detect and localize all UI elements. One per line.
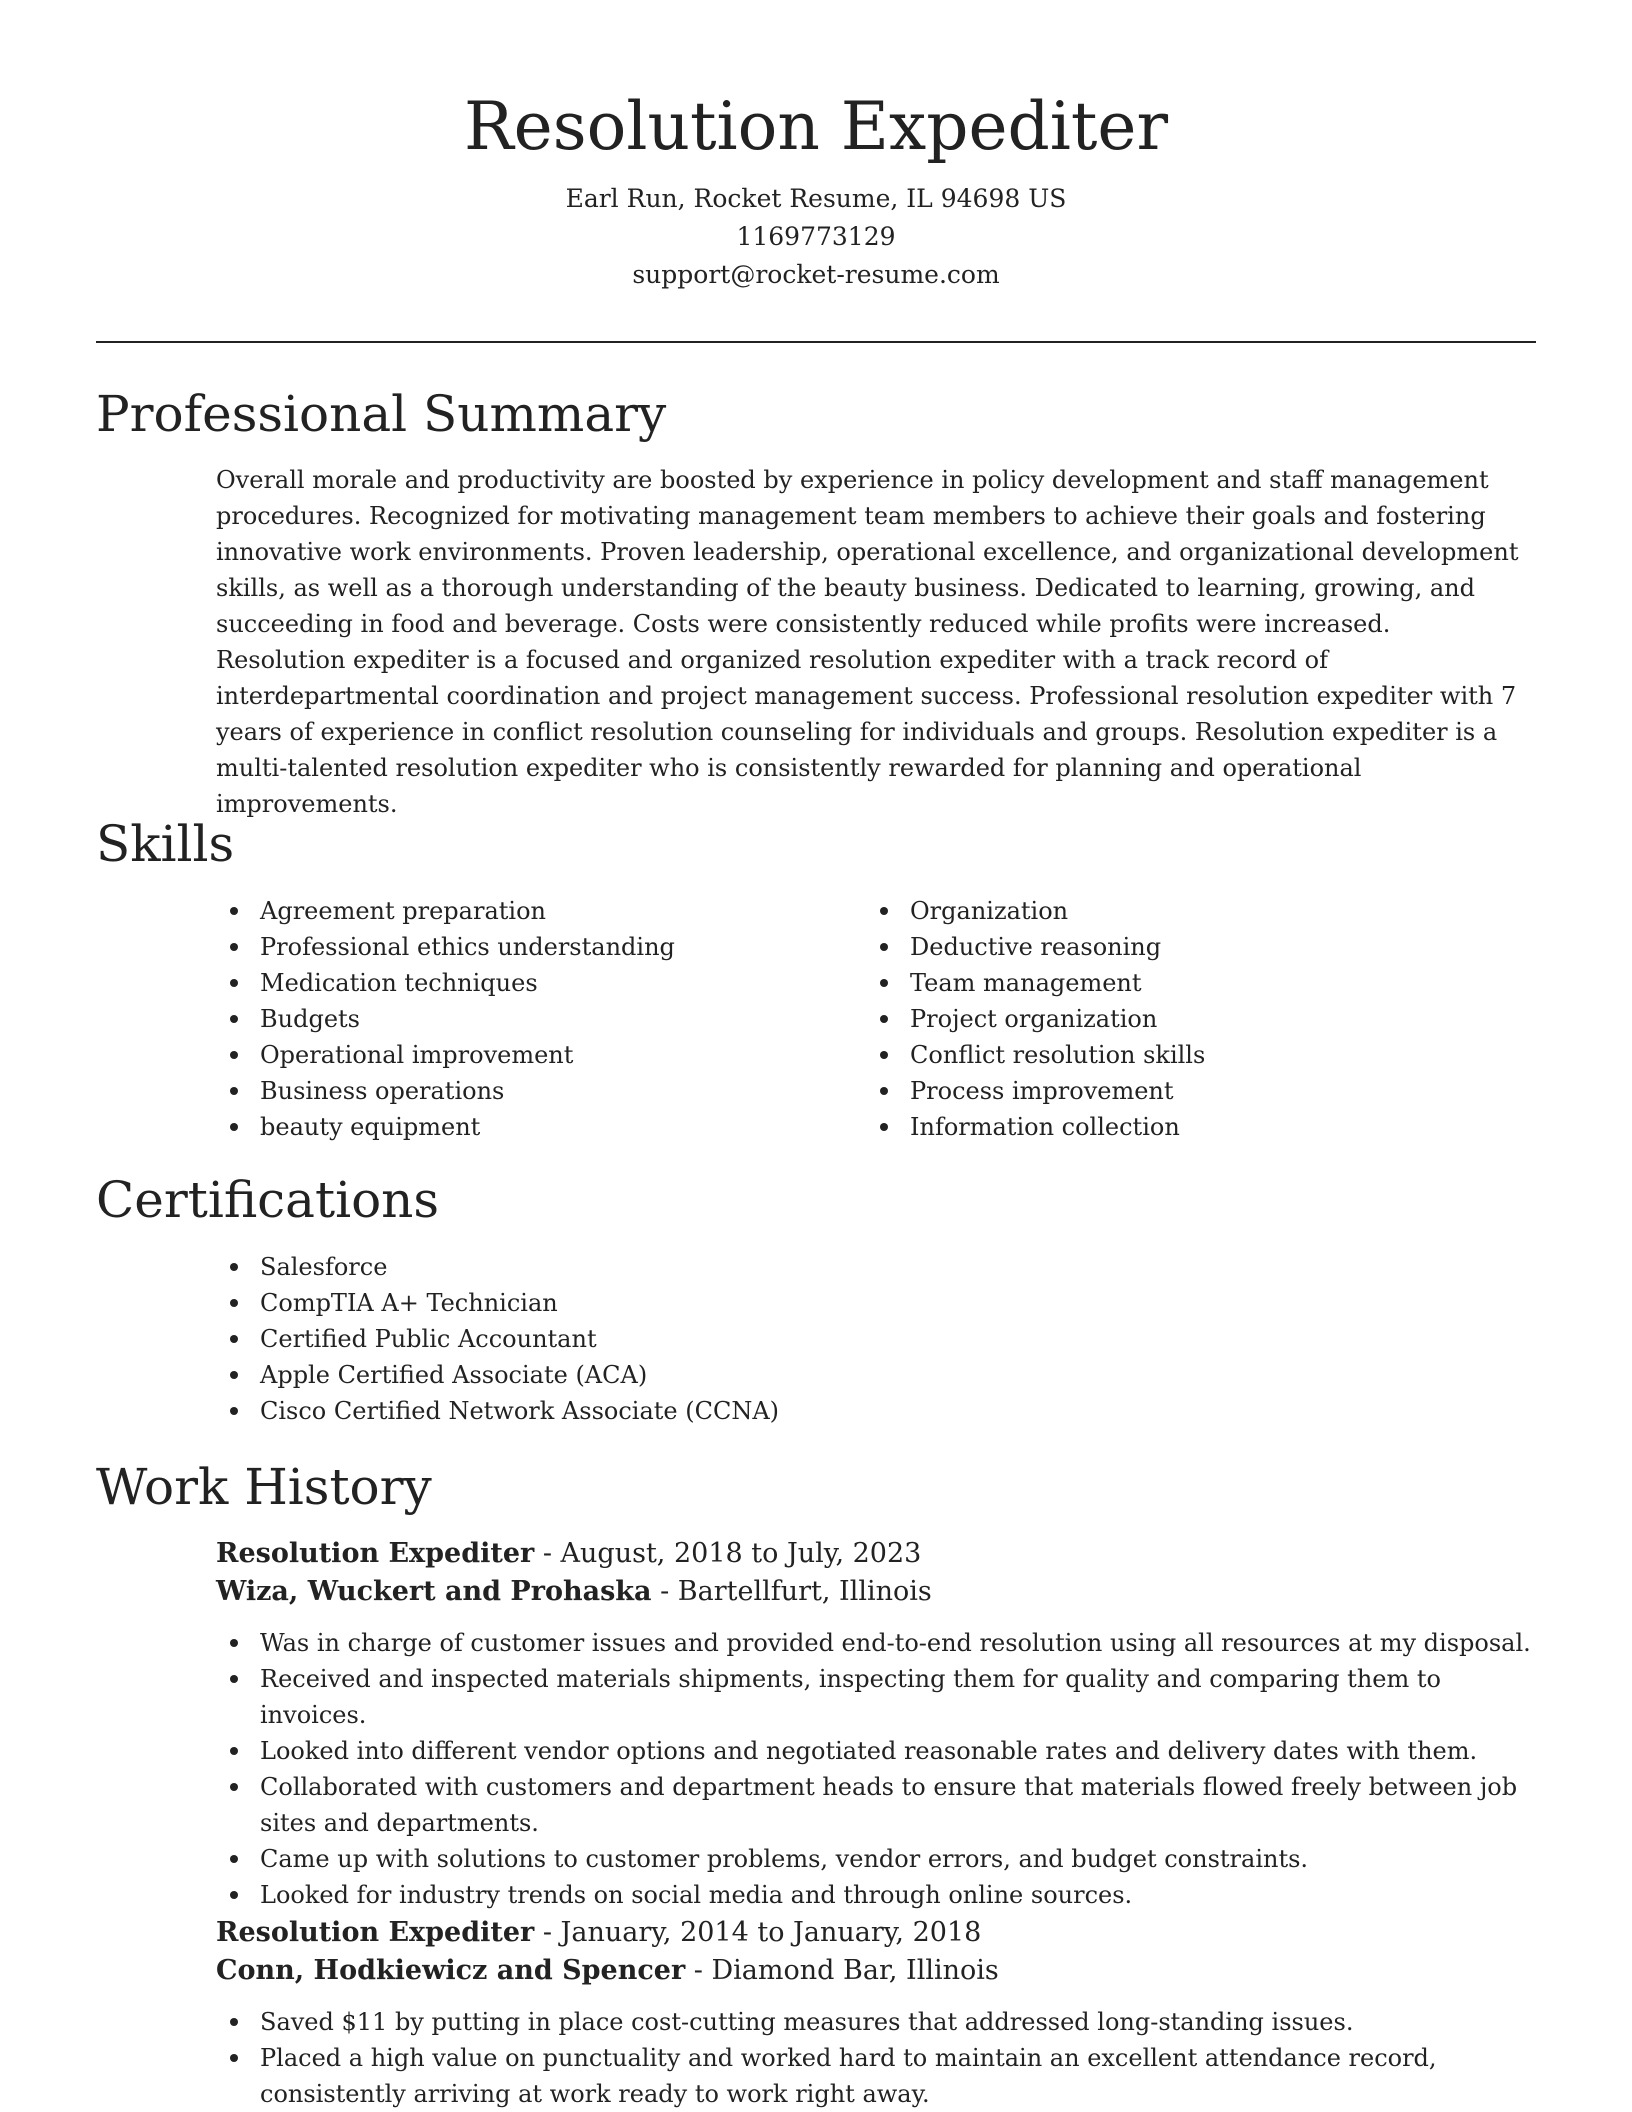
skills-list-left xyxy=(216,893,856,1145)
certification-item: Cisco Certified Network Associate (CCNA) xyxy=(216,1393,1116,1429)
job-bullet: Collaborated with customers and department heads to ensure that materials flowed freely between job sites and departments. xyxy=(216,1769,1536,1841)
job-dates: January, 2014 to January, 2018 xyxy=(560,1917,982,1948)
job-company: Conn, Hodkiewicz and Spencer xyxy=(216,1955,686,1986)
section-title-certifications: Certifications xyxy=(96,1171,440,1229)
certification-item: Certified Public Accountant xyxy=(216,1321,1116,1357)
skill-item: Operational improvement xyxy=(216,1037,856,1073)
job-title-line: Resolution Expediter - August, 2018 to July, 2023 xyxy=(216,1538,922,1569)
job-company-line: Conn, Hodkiewicz and Spencer - Diamond Bar, Illinois xyxy=(216,1955,999,1986)
job-bullet: Looked into different vendor options and negotiated reasonable rates and delivery dates with them. xyxy=(216,1733,1536,1769)
job-bullet: Looked for industry trends on social media and through online sources. xyxy=(216,1877,1536,1913)
resume-header xyxy=(96,84,1536,294)
certification-item: Salesforce xyxy=(216,1249,1116,1285)
job-location: Diamond Bar, Illinois xyxy=(711,1955,999,1986)
skill-item: Deductive reasoning xyxy=(866,929,1506,965)
skill-item: Team management xyxy=(866,965,1506,1001)
job-location: Bartellfurt, Illinois xyxy=(677,1576,932,1607)
contact-info xyxy=(96,180,1536,294)
contact-email: support@rocket-resume.com xyxy=(632,260,1000,289)
candidate-name: Resolution Expediter xyxy=(463,88,1169,165)
skill-item: Organization xyxy=(866,893,1506,929)
section-title-summary: Professional Summary xyxy=(96,385,667,443)
section-title-work-history: Work History xyxy=(96,1458,432,1516)
skills-list-right xyxy=(866,893,1506,1145)
job-bullets xyxy=(216,1625,1536,1913)
skill-item: beauty equipment xyxy=(216,1109,856,1145)
contact-address: Earl Run, Rocket Resume, IL 94698 US xyxy=(565,184,1067,213)
skill-item: Professional ethics understanding xyxy=(216,929,856,965)
job-title-line: Resolution Expediter - January, 2014 to January, 2018 xyxy=(216,1917,982,1948)
header-divider xyxy=(96,341,1536,343)
job-bullet: Saved $11 by putting in place cost-cutting measures that addressed long-standing issues. xyxy=(216,2004,1536,2040)
contact-phone: 1169773129 xyxy=(736,222,896,251)
certifications-list xyxy=(216,1249,1116,1429)
certification-item: Apple Certified Associate (ACA) xyxy=(216,1357,1116,1393)
job-bullet: Placed a high value on punctuality and worked hard to maintain an excellent attendance record, consistently arriving at work ready to work right away. xyxy=(216,2040,1536,2112)
skill-item: Business operations xyxy=(216,1073,856,1109)
job-company-line: Wiza, Wuckert and Prohaska - Bartellfurt, Illinois xyxy=(216,1576,932,1607)
job-dates: August, 2018 to July, 2023 xyxy=(560,1538,922,1569)
job-entry xyxy=(216,1535,1536,1913)
skill-item: Medication techniques xyxy=(216,965,856,1001)
job-bullet: Received and inspected materials shipments, inspecting them for quality and comparing them to invoices. xyxy=(216,1661,1536,1733)
job-role: Resolution Expediter xyxy=(216,1917,535,1948)
job-bullet: Was in charge of customer issues and provided end-to-end resolution using all resources at my disposal. xyxy=(216,1625,1536,1661)
job-company: Wiza, Wuckert and Prohaska xyxy=(216,1576,652,1607)
job-entry xyxy=(216,1914,1536,2112)
skill-item: Budgets xyxy=(216,1001,856,1037)
skill-item: Agreement preparation xyxy=(216,893,856,929)
skill-item: Process improvement xyxy=(866,1073,1506,1109)
skill-item: Project organization xyxy=(866,1001,1506,1037)
summary-text: Overall morale and productivity are boosted by experience in policy development and staff management procedures. Recognized for motivating management team members to achieve their goals and fostering innovative work environments. Proven leadership, operational excellence, and organizational development skills, as well as a thorough understanding of the beauty business. Dedicated to learning, growing, and succeeding in food and beverage. Costs were consistently reduced while profits were increased. Resolution expediter is a focused and organized resolution expediter with a track record of interdepartmental coordination and project management success. Professional resolution expediter with 7 years of experience in conflict resolution counseling for individuals and groups. Resolution expediter is a multi-talented resolution expediter who is consistently rewarded for planning and operational improvements. xyxy=(216,466,1519,818)
job-bullet: Came up with solutions to customer problems, vendor errors, and budget constraints. xyxy=(216,1841,1536,1877)
section-title-skills: Skills xyxy=(96,815,235,873)
job-bullets xyxy=(216,2004,1536,2112)
skill-item: Information collection xyxy=(866,1109,1506,1145)
certification-item: CompTIA A+ Technician xyxy=(216,1285,1116,1321)
skill-item: Conflict resolution skills xyxy=(866,1037,1506,1073)
job-role: Resolution Expediter xyxy=(216,1538,535,1569)
